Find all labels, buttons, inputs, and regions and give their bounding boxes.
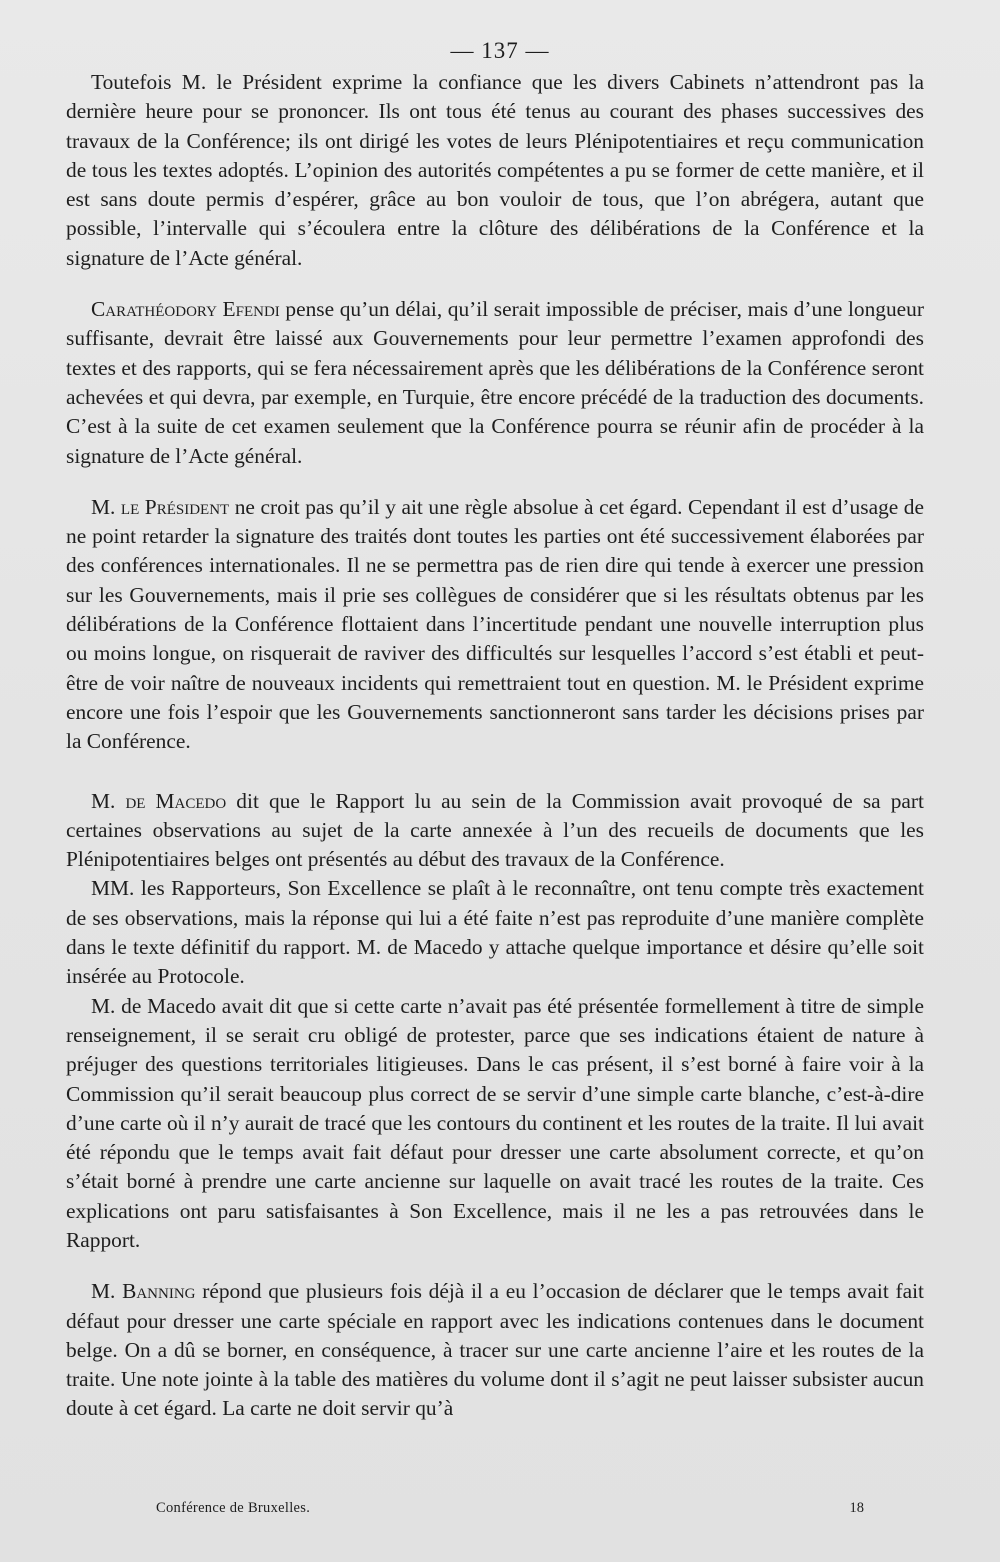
speaker-name: M. de Macedo xyxy=(91,788,227,813)
paragraph-text: dit que le Rapport lu au sein de la Commission avait provoqué de sa part certaines observations au sujet de la carte annexée à l’un des recueils de documents que les Plénipotentiaires belges ont présentés au début des travaux de la Conférence. xyxy=(66,788,924,872)
paragraph xyxy=(66,787,924,875)
paragraph-text: MM. les Rapporteurs, Son Excellence se plaît à le reconnaître, ont tenu compte très exactement de ses observations, mais la réponse qui lui a été faite n’est pas reproduite d’une manière complète dans le texte définitif du rapport. M. de Macedo y attache quelque importance et désire qu’elle soit insérée au Protocole. xyxy=(66,876,924,989)
page-number: — 137 — xyxy=(450,38,550,63)
paragraph xyxy=(66,992,924,1256)
paragraph xyxy=(66,874,924,991)
paragraph-text: M. de Macedo avait dit que si cette carte n’avait pas été présentée formellement à titre de simple renseignement, il se serait cru obligé de protester, parce que ses indications étaient de nature à préjuger des questions territoriales litigieuses. Dans le cas présent, il s’est borné à faire voir à la Commission qu’il serait beaucoup plus correct de se servir d’une simple carte blanche, c’est-à-dire d’une carte où il n’y aurait de tracé que les contours du continent et les routes de la traite. Il lui avait été répondu que le temps avait fait défaut pour dresser une carte absolument correcte, et qu’on s’était borné à prendre une carte ancienne sur laquelle on avait tracé les routes de la traite. Ces explications ont paru satisfaisantes à Son Excellence, mais il ne les a pas retrouvées dans le Rapport. xyxy=(66,993,924,1252)
paragraph-text: ne croit pas qu’il y ait une règle absolue à cet égard. Cependant il est d’usage de ne point retarder la signature des traités dont toutes les parties ont été successivement élaborées par des conférences internationales. Il ne se permettra pas de rien dire qui tende à exercer une pression sur les Gouvernements, mais il prie ses collègues de considérer que si les résultats obtenus par les délibérations de la Conférence flottaient dans l’incertitude pendant une nouvelle interruption plus ou moins longue, on risquerait de raviver des difficultés sur lesquelles l’accord s’est établi et peut-être de voir naître de nouveaux incidents qui remettraient tout en question. M. le Président exprime encore une fois l’espoir que les Gouvernements sanctionneront sans tarder les décisions prises par la Conférence. xyxy=(66,494,924,754)
paragraph-text: pense qu’un délai, qu’il serait impossible de préciser, mais d’une longueur suffisante, devrait être laissé aux Gouvernements pour leur permettre l’examen approfondi des textes et des rapports, qui se fera nécessairement après que les délibérations de la Conférence seront achevées et qui devra, par exemple, en Turquie, être encore précédé de la traduction des documents. C’est à la suite de cet examen seulement que la Conférence pourra se réunir afin de procéder à la signature de l’Acte général. xyxy=(66,297,924,468)
signature-mark: 18 xyxy=(849,1500,864,1516)
paragraph-text: Toutefois M. le Président exprime la confiance que les divers Cabinets n’attendront pas la dernière heure pour se prononcer. Ils ont tous été tenus au courant des phases successives des travaux de la Conférence; ils ont dirigé les votes de leurs Plénipotentiaires et reçu communication de tous les textes adoptés. L’opinion des autorités compétentes a pu se former de cette manière, et il est sans doute permis d’espérer, grâce au bon vouloir de tous, que l’on abrégera, autant que possible, l’intervalle qui s’écoulera entre la clôture des délibérations de la Conférence et la signature de l’Acte général. xyxy=(66,70,924,270)
paragraph-text: répond que plusieurs fois déjà il a eu l’occasion de déclarer que le temps avait fait défaut pour dresser une carte spéciale en rapport avec les indications contenues dans le document belge. On a dû se borner, en conséquence, à tracer sur une carte ancienne l’aire et les routes de la traite. Une note jointe à la table des matières du volume dont il s’agit ne peut laisser subsister aucun doute à cet égard. La carte ne doit servir qu’à xyxy=(66,1279,925,1421)
footer-title: Conférence de Bruxelles. xyxy=(156,1500,311,1516)
speaker-name: M. le Président xyxy=(91,494,230,519)
speaker-name: Carathéodory Efendi xyxy=(91,297,280,322)
paragraph xyxy=(66,68,924,273)
body-text xyxy=(66,68,924,1424)
speaker-name: M. Banning xyxy=(91,1279,196,1304)
paragraph xyxy=(66,295,924,471)
paragraph xyxy=(66,1277,924,1423)
paragraph xyxy=(66,493,924,757)
